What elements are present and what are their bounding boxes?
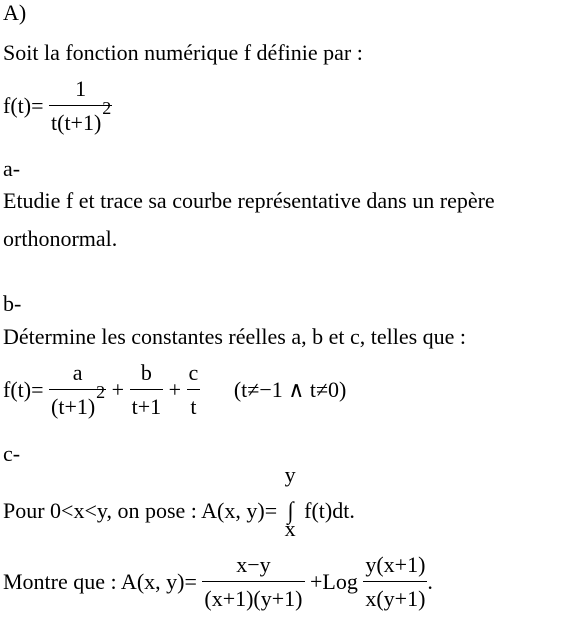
term-c-numerator: c [187,360,201,390]
decomposition-lhs: f(t)= [3,377,44,402]
result-first-numerator: x−y [202,552,304,582]
integral-definition-prefix: Pour 0<x<y, on pose : A(x, y)= [3,497,278,523]
part-a-label: a- [3,156,21,181]
decomposition-equation [3,360,346,420]
integral-symbol [283,461,299,541]
plus-sign: + [168,377,182,402]
plus-sign: + [111,377,125,402]
final-period: . [427,569,433,594]
section-heading: A) [3,0,27,25]
domain-condition: (t≠−1 ∧ t≠0) [233,377,347,402]
term-a-exponent: 2 [96,382,106,402]
f-definition-denominator: $t(t+1)^2$ [51,98,112,135]
part-b-label: b- [3,291,22,316]
f-definition [3,76,112,136]
integral-upper-bound: y [284,461,296,487]
intro-text: Soit la fonction numérique f définie par : [3,40,363,65]
term-b-denominator: t+1 [131,394,162,419]
term-a-denominator: $(t+1)^2$ [51,382,106,419]
integral-lower-bound: x [284,515,296,541]
f-definition-fraction [49,76,112,136]
integral-sign: ∫ [287,496,294,525]
result-equation [3,552,433,612]
f-definition-lhs: f(t)= [3,93,44,118]
log-numerator: y(x+1) [363,552,427,582]
term-a-numerator: a [49,360,106,390]
f-definition-numerator: 1 [49,76,112,106]
result-first-fraction [202,552,304,612]
f-definition-exponent: 2 [102,98,112,118]
integrand: f(t)dt. [304,497,355,523]
term-a-fraction [49,360,106,420]
log-denominator: x(y+1) [365,586,426,611]
part-a-text-line2: orthonormal. [3,226,118,251]
result-prefix: Montre que : A(x, y)= [3,569,197,594]
term-c-denominator: t [190,394,197,419]
term-b-fraction [130,360,164,420]
integral-definition [3,461,355,541]
term-c-fraction [187,360,201,420]
part-a-text-line1: Etudie f et trace sa courbe représentative dans un repère [3,188,495,213]
log-fraction [363,552,427,612]
part-c-label: c- [3,441,21,466]
log-term: +Log [310,569,358,594]
part-b-text: Détermine les constantes réelles a, b et c, telles que : [3,324,467,349]
term-b-numerator: b [130,360,164,390]
result-first-denominator: (x+1)(y+1) [204,586,303,611]
